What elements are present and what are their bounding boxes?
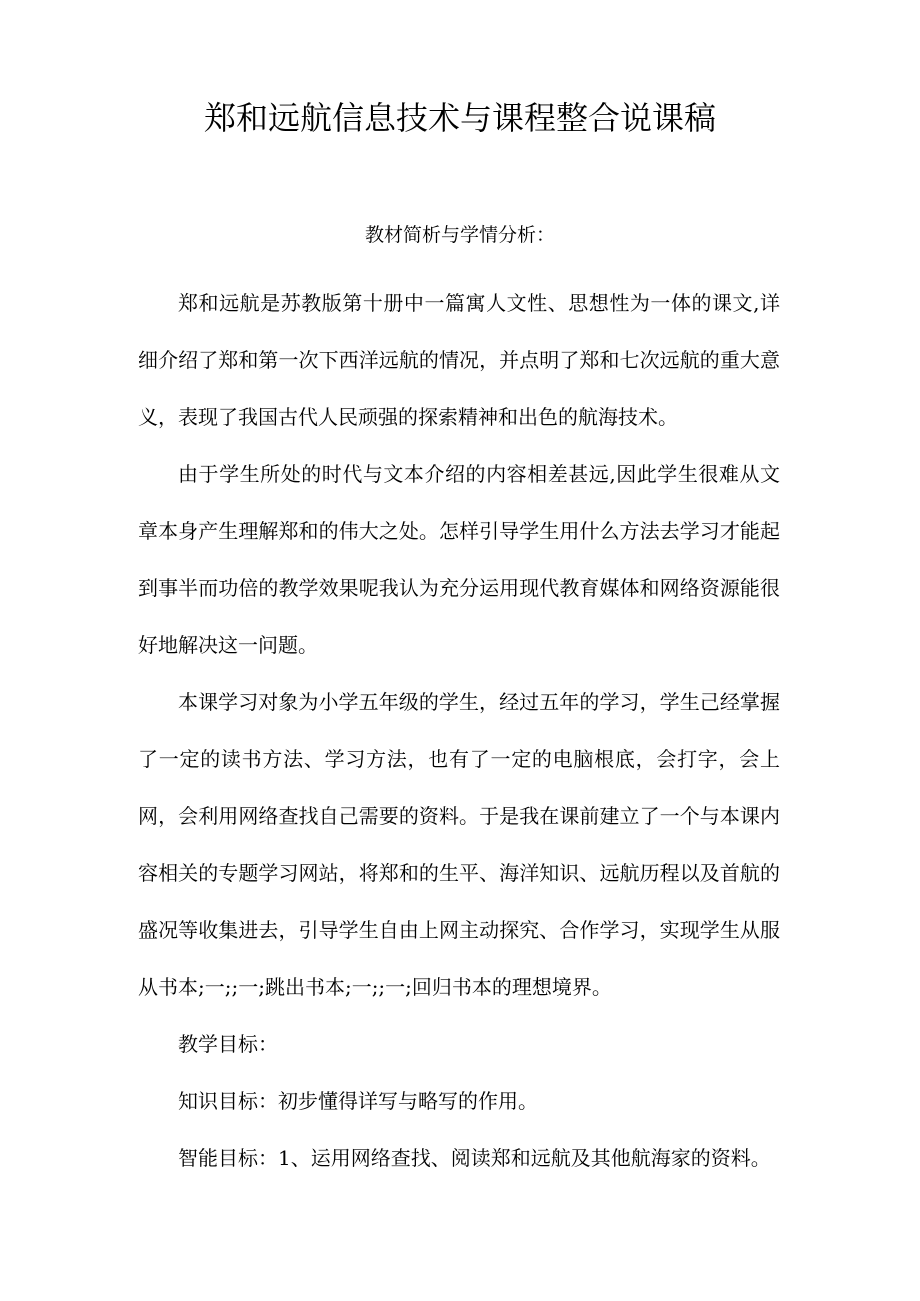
paragraph-intro: 郑和远航是苏教版第十册中一篇寓人文性、思想性为一体的课文,详细介绍了郑和第一次下西洋远航的情况，并点明了郑和七次远航的重大意义，表现了我国古代人民顽强的探索精神和出色的航海技术。 bbox=[138, 291, 780, 429]
paragraph-goals-heading: 教学目标： bbox=[178, 1032, 278, 1056]
document-body bbox=[138, 275, 780, 1187]
document-title: 郑和远航信息技术与课程整合说课稿 bbox=[203, 99, 716, 137]
paragraph-knowledge-goal: 知识目标：初步懂得详写与略写的作用。 bbox=[178, 1089, 538, 1113]
section-heading: 教材简析与学情分析： bbox=[364, 224, 555, 246]
paragraph-ability-goal: 智能目标：1、运用网络查找、阅读郑和远航及其他航海家的资料。 bbox=[178, 1146, 771, 1170]
paragraph-students: 本课学习对象为小学五年级的学生，经过五年的学习，学生己经掌握了一定的读书方法、学习方法，也有了一定的电脑根底，会打字，会上网，会利用网络查找自己需要的资料。于是我在课前建立了一个与本课内容相关的专题学习网站，将郑和的生平、海洋知识、远航历程以及首航的盛况等收集进去，引导学生自由上网主动探究、合作学习，实现学生从服从书本;一;;一;跳出书本;一;;一;回归书本的理想境界。 bbox=[138, 690, 780, 999]
paragraph-analysis: 由于学生所处的时代与文本介绍的内容相差甚远,因此学生很难从文章本身产生理解郑和的伟大之处。怎样引导学生用什么方法去学习才能起到事半而功倍的教学效果呢我认为充分运用现代教育媒体和网络资源能很好地解决这一问题。 bbox=[138, 462, 780, 657]
